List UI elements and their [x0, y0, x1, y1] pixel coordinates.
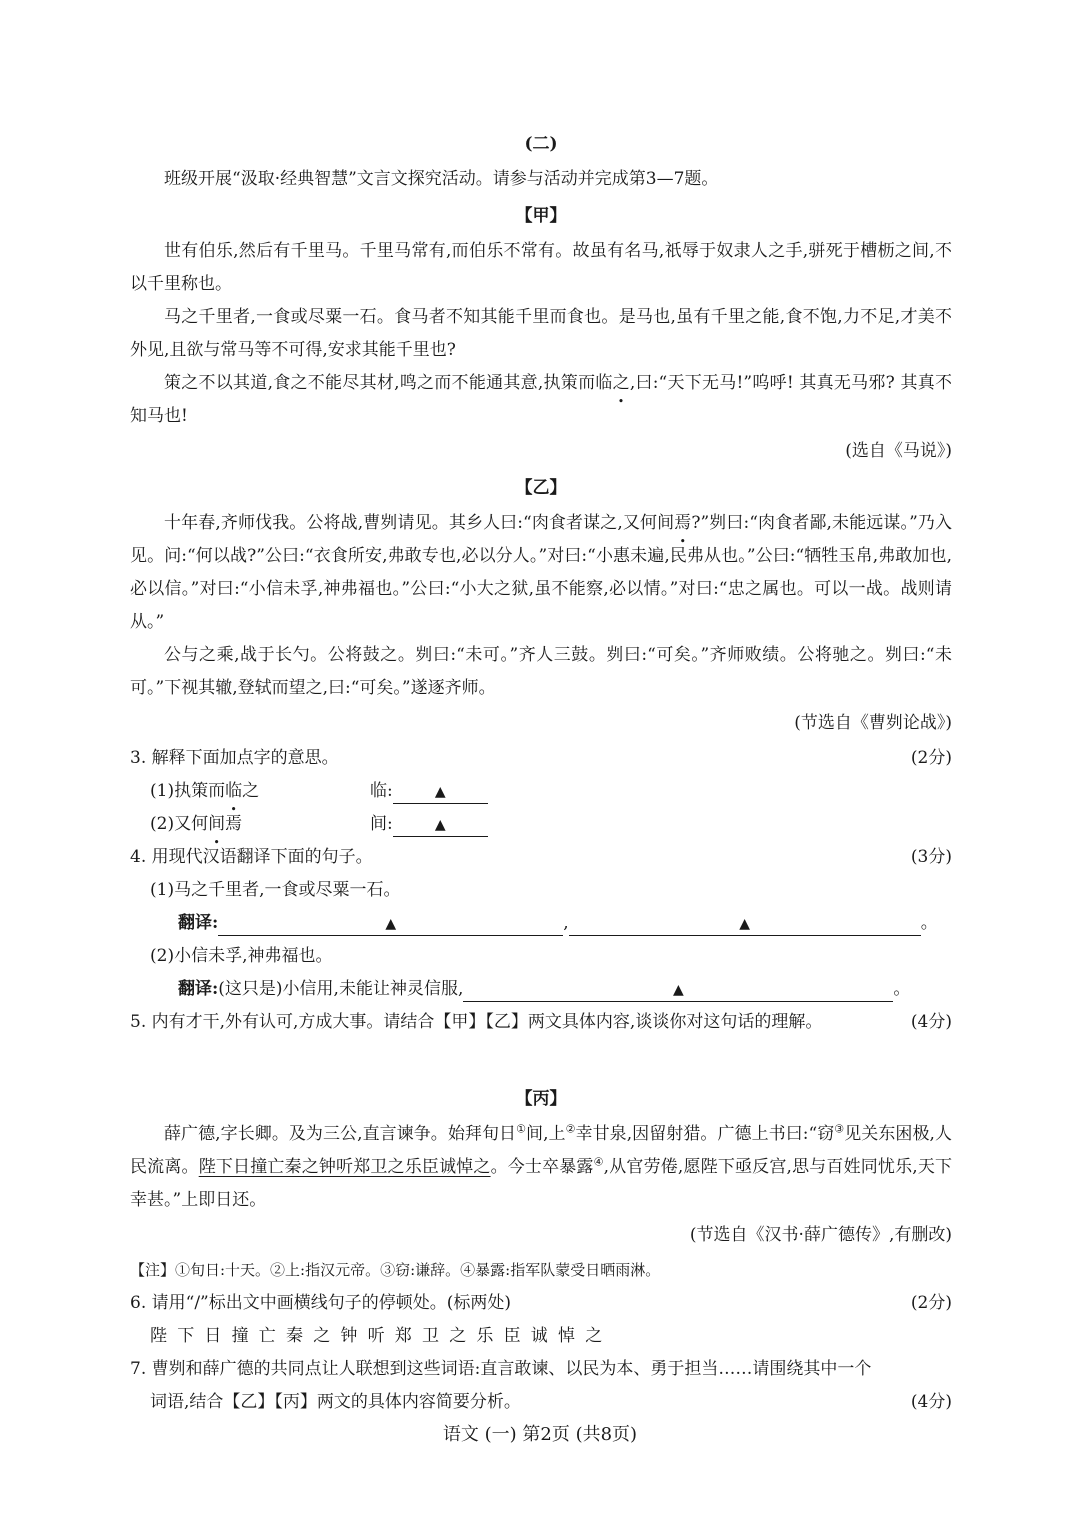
question-score: (3分)	[910, 847, 952, 867]
question-score: (2分)	[910, 1293, 952, 1313]
bing-notes: 【注】①旬日:十天。②上:指汉元帝。③窃:谦辞。④暴露:指军队蒙受日晒雨淋。	[130, 1261, 661, 1279]
dotted-char: 间	[208, 814, 226, 834]
triangle-icon: ▲	[385, 916, 397, 932]
question-7-line-1: 7. 曹刿和薛广德的共同点让人联想到这些词语:直言敢谏、以民为本、勇于担当……请围绕其中一个	[130, 1359, 872, 1379]
answer-blank[interactable]	[393, 780, 488, 804]
question-4: 4. 用现代汉语翻译下面的句子。 (3分)	[130, 841, 952, 874]
q4-sentence-2: (2)小信未孚,神弗福也。	[150, 946, 333, 966]
question-6: 6. 请用“/”标出文中画横线句子的停顿处。(标两处) (2分)	[130, 1287, 952, 1320]
question-score: (2分)	[910, 748, 952, 768]
triangle-icon: ▲	[434, 817, 446, 833]
bing-source: (节选自《汉书·薛广德传》,有删改)	[689, 1225, 952, 1245]
jia-source: (选自《马说》)	[845, 441, 952, 461]
q3-item-2: (2)又何间焉 间: ▲	[150, 808, 952, 841]
question-score: (4分)	[910, 1392, 952, 1412]
q4-translation-2: 翻译:(这只是)小信用,未能让神灵信服, ▲ 。	[178, 973, 952, 1006]
question-7-line-2: 词语,结合【乙】【丙】两文的具体内容简要分析。 (4分)	[130, 1386, 952, 1419]
dotted-char: 临	[595, 373, 613, 393]
dotted-char: 临	[225, 781, 243, 801]
q6-sentence[interactable]: 陛下日撞亡秦之钟听郑卫之乐臣诚悼之	[150, 1326, 613, 1346]
section-title: (二)	[524, 134, 558, 154]
triangle-icon: ▲	[434, 784, 446, 800]
question-score: (4分)	[910, 1012, 952, 1032]
jia-paragraph-3: 策之不以其道,食之不能尽其材,鸣之而不能通其意,执策而临之,曰:“天下无马!”呜呼! 其真无马邪? 其真不知马也!	[130, 373, 952, 426]
q4-translation-1: 翻译: ▲ , ▲ 。	[178, 907, 952, 940]
activity-intro: 班级开展“汲取·经典智慧”文言文探究活动。请参与活动并完成第3—7题。	[164, 169, 719, 189]
yi-paragraph-1: 十年春,齐师伐我。公将战,曹刿请见。其乡人曰:“肉食者谋之,又何间焉?”刿曰:“肉食者鄙,未能远谋。”乃入见。问:“何以战?”公曰:“衣食所安,弗敢专也,必以分人。”对曰:“小惠未遍,民弗从也。”公曰:“牺牲玉帛,弗敢加也,必以信。”对曰:“小信未孚,神弗福也。”公曰:“小大之狱,虽不能察,必以情。”对曰:“忠之属也。可以一战。战则请从。”	[130, 513, 953, 632]
jia-paragraph-1: 世有伯乐,然后有千里马。千里马常有,而伯乐不常有。故虽有名马,祇辱于奴隶人之手,骈死于槽枥之间,不以千里称也。	[130, 241, 952, 294]
dotted-char: 间	[657, 513, 675, 533]
jia-paragraph-2: 马之千里者,一食或尽粟一石。食马者不知其能千里而食也。是马也,虽有千里之能,食不饱,力不足,才美不外见,且欲与常马等不可得,安求其能千里也?	[130, 307, 952, 360]
answer-blank[interactable]	[393, 813, 488, 837]
page-content	[130, 124, 952, 1419]
q3-item-1: (1)执策而临之 临: ▲	[150, 775, 952, 808]
question-3: 3. 解释下面加点字的意思。 (2分)	[130, 742, 952, 775]
question-5: 5. 内有才干,外有认可,方成大事。请结合【甲】【乙】两文具体内容,谈谈你对这句话的理解。 (4分)	[130, 1006, 952, 1039]
q4-sentence-1: (1)马之千里者,一食或尽粟一石。	[150, 880, 401, 900]
yi-paragraph-2: 公与之乘,战于长勺。公将鼓之。刿曰:“未可。”齐人三鼓。刿曰:“可矣。”齐师败绩。公将驰之。刿曰:“未可。”下视其辙,登轼而望之,曰:“可矣。”遂逐齐师。	[130, 645, 952, 698]
answer-blank[interactable]	[218, 912, 563, 936]
passage-bing-title: 【丙】	[515, 1089, 567, 1109]
passage-yi-title: 【乙】	[515, 478, 567, 498]
yi-source: (节选自《曹刿论战》)	[794, 713, 952, 733]
page-footer: 语文 (一) 第2页 (共8页)	[442, 1424, 638, 1445]
triangle-icon: ▲	[739, 916, 751, 932]
underlined-sentence: 陛下日撞亡秦之钟听郑卫之乐臣诚悼之	[198, 1157, 491, 1177]
answer-blank[interactable]	[569, 912, 921, 936]
bing-paragraph: 薛广德,字长卿。及为三公,直言谏争。始拜旬日①间,上②幸甘泉,因留射猎。广德上书曰:“窃③见关东困极,人民流离。陛下日撞亡秦之钟听郑卫之乐臣诚悼之。今士卒暴露④,从官劳倦,愿陛下亟反宫,思与百姓同忧乐,天下幸甚。”上即日还。	[130, 1122, 953, 1210]
triangle-icon: ▲	[672, 982, 684, 998]
answer-blank[interactable]	[463, 978, 893, 1002]
passage-jia-title: 【甲】	[515, 206, 567, 226]
